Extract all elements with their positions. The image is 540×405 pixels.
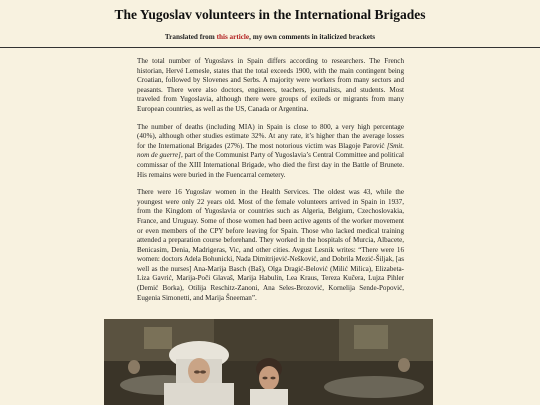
paragraph-total-number: The total number of Yugoslavs in Spain differs according to researchers. The French historian, Hervé Lemesle, states that the total exceeds 1900, with the main contingent being Croatian, followed by Slovenes and Serbs. A majority were workers from many sectors and peasants. There were also doctors, engineers, teachers, journalists, and students. Most traveled from Yugoslavia, although there were groups of exileds or migrants from many European countries, as well as the US, Canada or Argentina. [137, 57, 404, 113]
header-divider [0, 47, 540, 48]
paragraph-deaths-text-a: The number of deaths (including MIA) in Spain is close to 800, a very high percentage (40%), although other studies estimate 32%. At any rate, it’s higher than the average losses for the International Brigades (27%). The most notorious victim was Blagoje Parović [137, 122, 404, 150]
page-title: The Yugoslav volunteers in the International Brigades [114, 7, 426, 22]
paragraph-deaths-text-b: , part of the Communist Party of Yugoslavia’s Central Committee and political commissar of the XIII International Brigade, who died the first day in the Battle of Brunete. His remains were buried in the Fuencarral cemetery. [137, 151, 405, 179]
subtitle-prefix: Translated from [164, 33, 217, 41]
hospital-photo [104, 319, 433, 405]
nom-de-guerre-note: [Smit. nom de guerre] [137, 141, 404, 160]
page-subtitle [0, 33, 540, 41]
paragraph-deaths [137, 123, 404, 181]
subtitle-suffix: , my own comments in italicized brackets [249, 33, 376, 41]
hospital-photo-illustration [104, 319, 433, 405]
article-body [137, 57, 404, 311]
paragraph-women-volunteers: There were 16 Yugoslav women in the Health Services. The oldest was 43, while the youngest were only 22 years old. Most of the female volunteers arrived in Spain in 1937, from the Kingdom of Yugoslavia or countries such as Algeria, Belgium, Czechoslovakia, France, and Uruguay. Some of those women had been active agents of the worker movement or even members of the CPY before leaving for Spain. Those who lacked medical training attended a preparation course beforehand. They worked in the hospitals of Murcia, Albacete, Benicasim, Denia, Madrigeras, Vic, and other cities. Avgust Lesnik writes: “There were 16 women: doctors Adela Bohunicki, Nada Dimitrijević-Nešković, and Dobrila Mezić-Šiljak, [as well as the nurses] Ana-Marija Basch (Baš), Olga Dragić-Belović (Milić Milica), Elizabeta-Liza Gavrić, Marija-Poči Glavaš, Marija Habulin, Lea Kraus, Tereza Kučera, Lujza Pihler (Demić Borka), Otilija Reschitz-Zanoni, Ana Seles-Brozović, Kornelija Sende-Popović, Eugenia Simonetti, and Marija Šneeman”. [137, 188, 404, 302]
source-article-link[interactable]: this article [216, 33, 250, 41]
